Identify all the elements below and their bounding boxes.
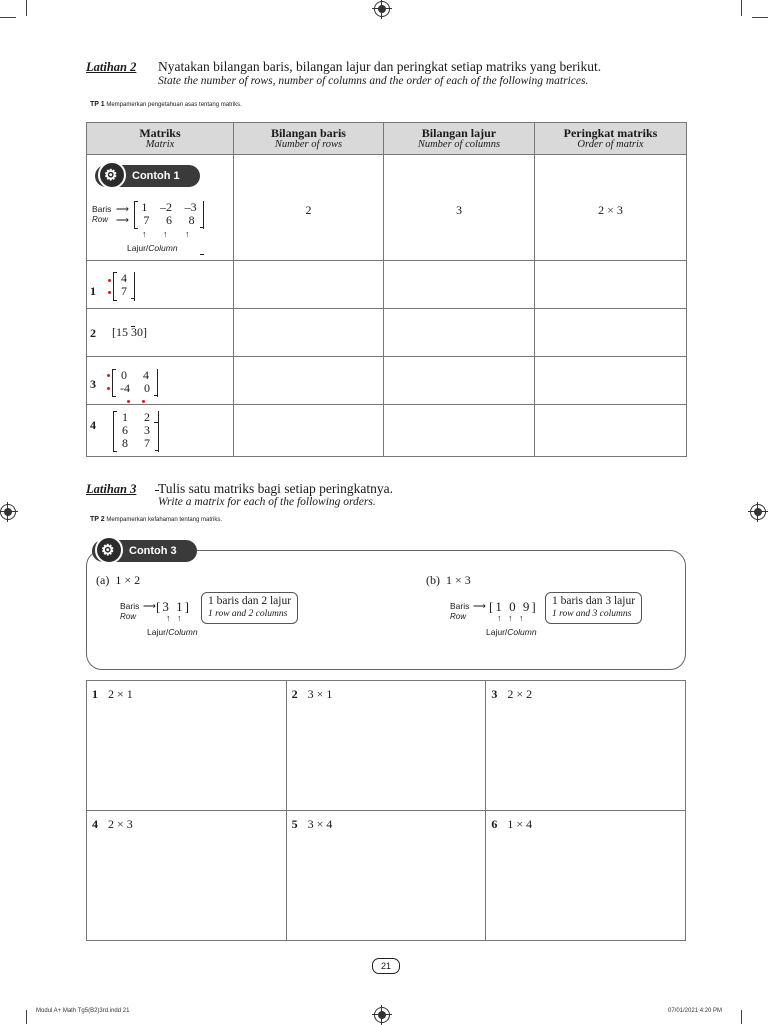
tp-note: [90, 101, 242, 108]
registration-mark-icon: [750, 504, 766, 520]
order-answer-cell[interactable]: [534, 309, 686, 357]
tp-code: TP 2: [90, 516, 105, 523]
columns-answer-cell[interactable]: [383, 405, 534, 457]
header-columns: Bilangan lajur Number of columns: [383, 123, 534, 155]
example-a-heading: (a) 1 × 2: [96, 573, 141, 587]
tp-text: Mempamerkan kefahaman tentang matriks.: [106, 517, 223, 523]
table-header-row: [87, 123, 687, 155]
answer-cell[interactable]: 1 2 × 1: [87, 681, 287, 811]
example-b-heading: (b) 1 × 3: [426, 573, 471, 587]
registration-mark-icon: [0, 504, 16, 520]
question-matrix: 4 7: [113, 272, 135, 301]
example-columns: 3: [383, 155, 534, 261]
columns-answer-cell[interactable]: [383, 309, 534, 357]
latihan-3-title: Latihan 3: [86, 482, 137, 496]
latihan-3-instruction-ms: Tulis satu matriks bagi setiap peringkatnya.: [158, 481, 393, 496]
page-number: 21: [372, 958, 400, 974]
example-a-matrix: [3 1]: [156, 599, 191, 614]
example-3-badge: [92, 540, 197, 562]
example-3-label: Contoh 3: [129, 545, 177, 557]
row-arrow-icon: ⟶: [473, 601, 486, 611]
tp-note: [90, 516, 222, 523]
gears-icon: ⚙: [95, 536, 123, 564]
example-rows: 2: [233, 155, 383, 261]
tp-code: TP 1: [90, 101, 105, 108]
question-number: 3: [90, 377, 96, 391]
row-arrow-icon: ⟶: [116, 215, 129, 225]
column-arrow-icon: ↑: [163, 229, 168, 239]
row-label: Baris: [120, 601, 140, 611]
rows-answer-cell[interactable]: [233, 309, 383, 357]
row-arrow-icon: ⟶: [116, 204, 129, 214]
latihan-3-instruction-en: Write a matrix for each of the following orders.: [158, 496, 376, 508]
column-arrow-icon: ↑: [166, 613, 171, 623]
latihan-2-instruction-en: State the number of rows, number of columns and the order of each of the following matrices.: [158, 75, 589, 87]
red-dot: [127, 400, 130, 403]
crop-mark: [26, 0, 27, 16]
row-label-en: Row: [450, 612, 467, 621]
column-arrow-icon: ↑: [177, 613, 182, 623]
question-matrix: 1 2 6 3 8 7: [113, 411, 159, 452]
example-b-callout: 1 baris dan 3 lajur 1 row and 3 columns: [545, 592, 642, 624]
latihan-2-instruction-ms: Nyatakan bilangan baris, bilangan lajur dan peringkat setiap matriks yang berikut.: [158, 59, 602, 74]
crop-mark: [0, 17, 16, 18]
red-dot: [108, 291, 111, 294]
column-arrow-icon: ↑: [508, 613, 513, 623]
crop-mark: [741, 1010, 742, 1024]
example-1-badge: [95, 165, 200, 187]
crop-mark: [26, 1010, 27, 1024]
registration-mark-icon: [374, 1007, 390, 1023]
latihan-2-title: Latihan 2: [86, 60, 137, 74]
matrix-cell: [87, 405, 234, 457]
columns-answer-cell[interactable]: [383, 357, 534, 405]
crop-mark: [752, 17, 768, 18]
answer-cell[interactable]: 5 3 × 4: [286, 811, 486, 941]
answer-cell[interactable]: 2 3 × 1: [286, 681, 486, 811]
answer-cell[interactable]: 4 2 × 3: [87, 811, 287, 941]
header-rows: Bilangan baris Number of rows: [233, 123, 383, 155]
matrix-cell: [87, 357, 234, 405]
footer-timestamp: 07/01/2021 4:20 PM: [668, 1008, 723, 1014]
question-number: 2: [90, 326, 96, 340]
table-row: [87, 405, 687, 457]
answer-cell[interactable]: 6 1 × 4: [486, 811, 686, 941]
question-number: 1: [90, 284, 96, 298]
example-order: 2 × 3: [534, 155, 686, 261]
answer-cell[interactable]: 3 2 × 2: [486, 681, 686, 811]
header-order: Peringkat matriks Order of matrix: [534, 123, 686, 155]
table-row: [87, 309, 687, 357]
rows-answer-cell[interactable]: [233, 405, 383, 457]
row-arrow-icon: ⟶: [143, 601, 156, 611]
table-row: [87, 811, 686, 941]
column-arrow-icon: ↑: [519, 613, 524, 623]
rows-answer-cell[interactable]: [233, 357, 383, 405]
table-row: [87, 681, 686, 811]
question-matrix: [15 30]: [112, 325, 147, 339]
header-matrix: Matriks Matrix: [87, 123, 234, 155]
example-matrix: [134, 201, 204, 229]
red-dot: [107, 387, 110, 390]
crop-mark: [741, 0, 742, 16]
footer-file: Modul A+ Math Tg5(B2)3rd.indd 21: [36, 1008, 130, 1014]
row-label-en: Row: [120, 612, 137, 621]
matrix-cell: [87, 261, 234, 309]
row-label: Baris: [92, 204, 112, 214]
matrix-cell: [87, 309, 234, 357]
column-arrow-icon: ↑: [142, 229, 147, 239]
order-exercise-table: [86, 680, 686, 941]
column-label: Lajur/Column: [127, 243, 178, 253]
order-answer-cell[interactable]: [534, 261, 686, 309]
column-label: Lajur/Column: [147, 627, 198, 637]
red-dot: [142, 400, 145, 403]
example-a-callout: 1 baris dan 2 lajur 1 row and 2 columns: [201, 592, 298, 624]
order-answer-cell[interactable]: [534, 405, 686, 457]
table-row: [87, 357, 687, 405]
tp-text: Mempamerkan pengetahuan asas tentang matriks.: [106, 102, 242, 108]
rows-answer-cell[interactable]: [233, 261, 383, 309]
example-b-matrix: [1 0 9]: [489, 599, 538, 614]
column-arrow-icon: ↑: [185, 229, 190, 239]
red-dot: [108, 279, 111, 282]
question-number: 4: [90, 418, 96, 432]
matrix-row: 7 6 8: [143, 213, 195, 227]
column-arrow-icon: ↑: [497, 613, 502, 623]
matrix-row: 1 –2 –3: [141, 200, 197, 214]
question-matrix: 0 4 -4 0: [112, 369, 158, 397]
columns-answer-cell[interactable]: [383, 261, 534, 309]
red-dot: [107, 374, 110, 377]
row-label: Baris: [450, 601, 470, 611]
registration-mark-icon: [374, 1, 390, 17]
column-label: Lajur/Column: [486, 627, 537, 637]
table-row: [87, 261, 687, 309]
example-1-label: Contoh 1: [132, 170, 180, 182]
gears-icon: ⚙: [98, 161, 126, 189]
row-label-en: Row: [92, 215, 109, 224]
order-answer-cell[interactable]: [534, 357, 686, 405]
